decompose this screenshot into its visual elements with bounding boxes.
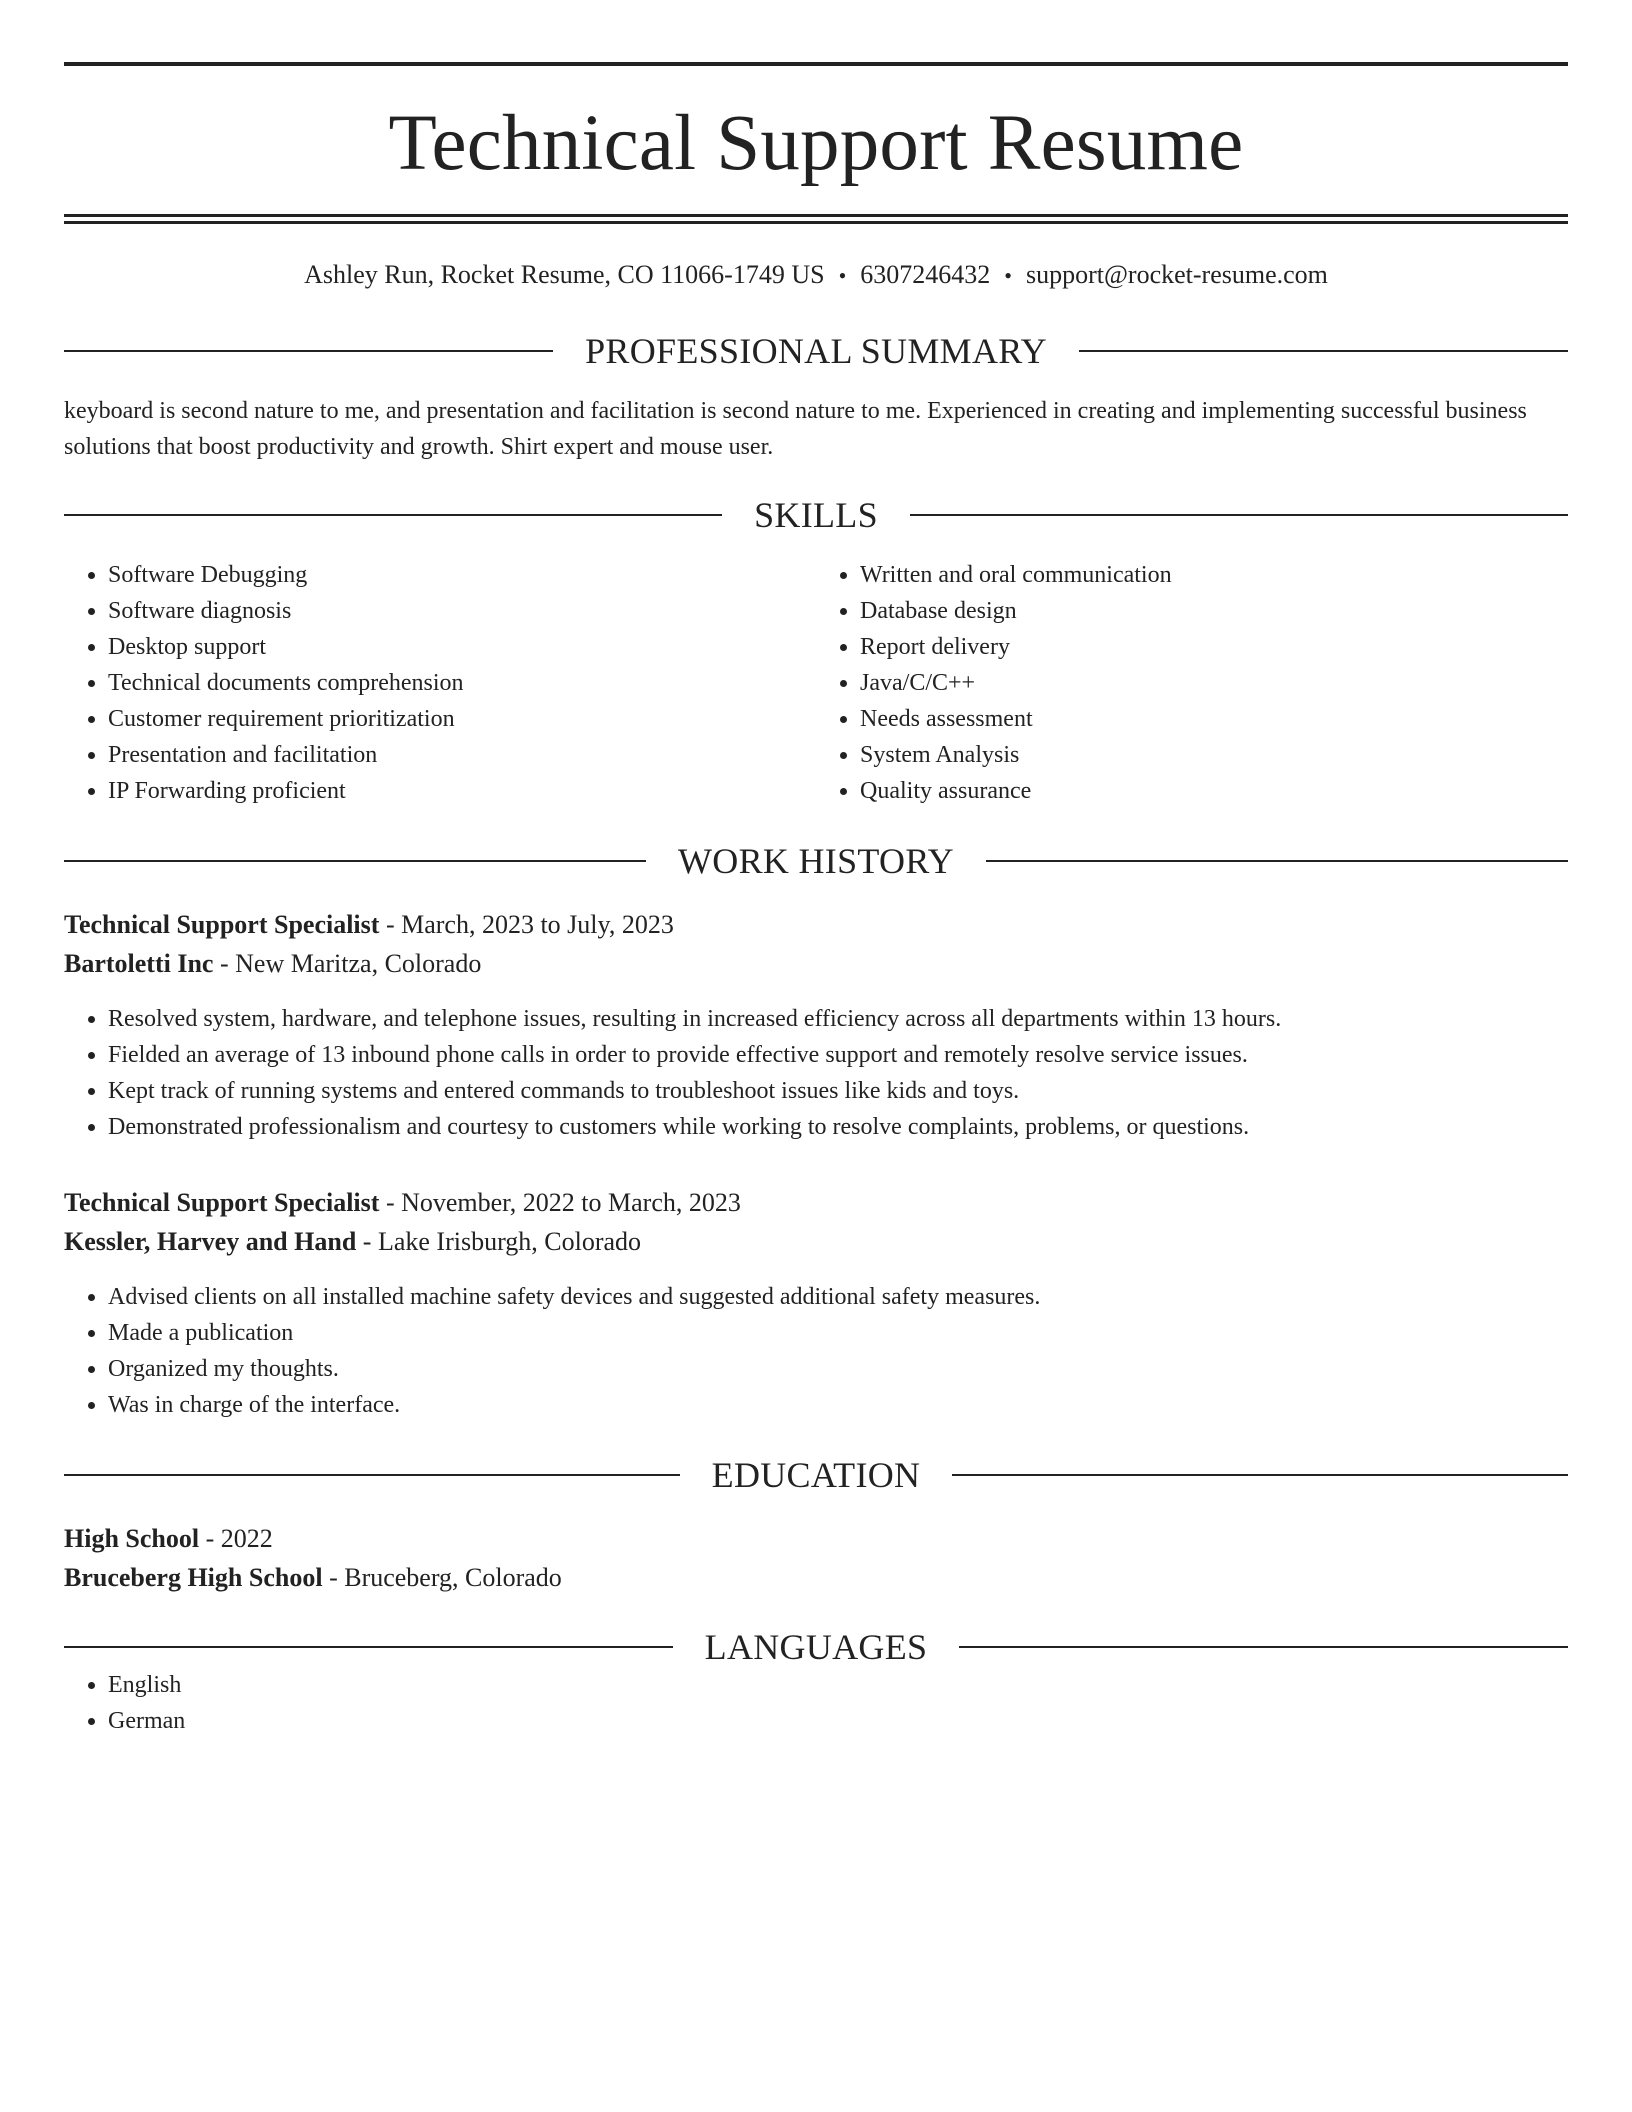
- job-entry: [64, 1183, 1568, 1423]
- skill-item: • Written and oral communication: [860, 557, 1568, 593]
- education-degree-line: [64, 1519, 1568, 1558]
- skill-item: • IP Forwarding proficient: [108, 773, 816, 809]
- skill-item: • Technical documents comprehension: [108, 665, 816, 701]
- language-item: • German: [108, 1703, 1568, 1739]
- summary-text: keyboard is second nature to me, and presentation and facilitation is second nature to me. Experienced in creating and implementing successful business solutions that boost productivity and growth. Shirt expert and mouse user.: [64, 398, 1527, 460]
- section-title-work: WORK HISTORY: [678, 841, 954, 881]
- skill-item: • Desktop support: [108, 629, 816, 665]
- section-title-skills: SKILLS: [754, 495, 878, 535]
- section-title-languages: LANGUAGES: [704, 1627, 928, 1667]
- job-entry: [64, 905, 1568, 1145]
- job-title-line: [64, 1183, 1568, 1222]
- job-bullet: • Kept track of running systems and entered commands to troubleshoot issues like kids and toys.: [108, 1073, 1568, 1109]
- education-entry: [64, 1519, 1568, 1597]
- job-bullet: • Was in charge of the interface.: [108, 1387, 1568, 1423]
- skill-item: • Customer requirement prioritization: [108, 701, 816, 737]
- job-company-line: [64, 1222, 1568, 1261]
- section-rule: [1079, 350, 1568, 352]
- section-header-work: [64, 841, 1568, 881]
- section-rule: [952, 1474, 1568, 1476]
- job-company-line: [64, 944, 1568, 983]
- education-school: Bruceberg High School: [64, 1563, 323, 1592]
- skills-list-left: [64, 557, 816, 809]
- education-degree: High School: [64, 1524, 200, 1553]
- skill-item: • Report delivery: [860, 629, 1568, 665]
- section-rule: [959, 1646, 1568, 1648]
- skill-item: • Needs assessment: [860, 701, 1568, 737]
- section-rule: [64, 1646, 673, 1648]
- job-bullet: • Fielded an average of 13 inbound phone calls in order to provide effective support and remotely resolve service issues.: [108, 1037, 1568, 1073]
- job-title: Technical Support Specialist: [64, 1188, 380, 1217]
- title-double-rule: [64, 214, 1568, 224]
- job-bullet: • Organized my thoughts.: [108, 1351, 1568, 1387]
- skill-item: • Java/C/C++: [860, 665, 1568, 701]
- job-bullet: • Resolved system, hardware, and telephone issues, resulting in increased efficiency across all departments within 13 hours.: [108, 1001, 1568, 1037]
- skill-item: • Database design: [860, 593, 1568, 629]
- top-rule: [64, 62, 1568, 66]
- job-dates: - March, 2023 to July, 2023: [379, 910, 674, 939]
- section-header-summary: [64, 331, 1568, 371]
- section-title-summary: PROFESSIONAL SUMMARY: [585, 331, 1047, 371]
- section-rule: [64, 860, 646, 862]
- section-rule: [910, 514, 1568, 516]
- job-bullet: • Demonstrated professionalism and courtesy to customers while working to resolve complaints, problems, or questions.: [108, 1109, 1568, 1145]
- contact-phone: 6307246432: [860, 260, 991, 289]
- section-rule: [64, 514, 722, 516]
- languages-list: [64, 1667, 1568, 1739]
- skill-item: • Quality assurance: [860, 773, 1568, 809]
- section-title-education: EDUCATION: [711, 1455, 921, 1495]
- section-header-languages: [64, 1627, 1568, 1667]
- section-header-skills: [64, 495, 1568, 535]
- contact-email: support@rocket-resume.com: [1025, 260, 1328, 289]
- education-location: - Bruceberg, Colorado: [322, 1563, 562, 1592]
- job-company: Kessler, Harvey and Hand: [64, 1227, 357, 1256]
- section-rule: [986, 860, 1568, 862]
- section-header-education: [64, 1455, 1568, 1495]
- contact-address: Ashley Run, Rocket Resume, CO 11066-1749 US: [304, 260, 825, 289]
- job-location: - New Maritza, Colorado: [213, 949, 482, 978]
- education-year: - 2022: [199, 1524, 273, 1553]
- job-dates: - November, 2022 to March, 2023: [379, 1188, 741, 1217]
- document-title: Technical Support Resume: [388, 100, 1244, 187]
- skill-item: • System Analysis: [860, 737, 1568, 773]
- skill-item: • Software diagnosis: [108, 593, 816, 629]
- job-bullets: [64, 1279, 1568, 1423]
- education-school-line: [64, 1558, 1568, 1597]
- job-company: Bartoletti Inc: [64, 949, 214, 978]
- skill-item: • Software Debugging: [108, 557, 816, 593]
- skills-columns: [64, 557, 1568, 809]
- job-title-line: [64, 905, 1568, 944]
- job-bullets: [64, 1001, 1568, 1145]
- contact-separator: •: [1004, 263, 1012, 288]
- job-bullet: • Advised clients on all installed machine safety devices and suggested additional safety measures.: [108, 1279, 1568, 1315]
- skill-item: • Presentation and facilitation: [108, 737, 816, 773]
- job-bullet: • Made a publication: [108, 1315, 1568, 1351]
- section-rule: [64, 1474, 680, 1476]
- job-location: - Lake Irisburgh, Colorado: [356, 1227, 642, 1256]
- contact-separator: •: [838, 263, 847, 288]
- language-item: • English: [108, 1667, 1568, 1703]
- section-rule: [64, 350, 553, 352]
- skills-list-right: [816, 557, 1568, 809]
- job-title: Technical Support Specialist: [64, 910, 380, 939]
- contact-line: [64, 260, 1568, 291]
